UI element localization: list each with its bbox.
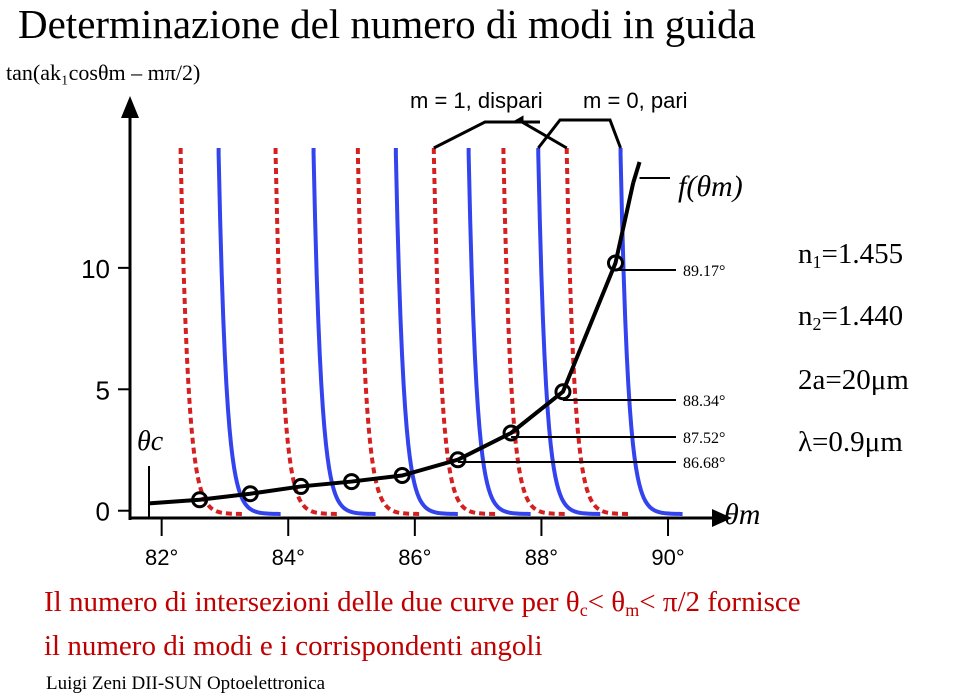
legend-even-label: m = 0, pari xyxy=(583,88,688,113)
legend-odd-label: m = 1, dispari xyxy=(410,88,543,113)
x-tick-label: 86° xyxy=(398,545,432,570)
even-mode-curve-0 xyxy=(219,148,281,514)
angle-label: 86.68° xyxy=(683,455,726,472)
x-tick-label: 88° xyxy=(524,545,559,570)
angle-label: 88.34° xyxy=(683,393,726,410)
angle-label: 89.17° xyxy=(683,263,726,280)
x-tick-label: 84° xyxy=(271,545,305,570)
param-n1: $n_1=1.455$ xyxy=(798,238,904,272)
caption-line-1: Il numero di intersezioni delle due curve per $\theta_c< \theta_m< \pi/2$ fornisce xyxy=(44,586,801,620)
even-mode-curve-1 xyxy=(314,148,376,514)
f-theta-tail xyxy=(633,162,639,183)
f-theta-label: f(θm) xyxy=(678,170,743,203)
caption xyxy=(44,584,801,664)
param-width: 2a=20μm xyxy=(798,364,909,396)
y-tick-label: 10 xyxy=(81,253,110,284)
page-title: Determinazione del numero di modi in guida xyxy=(18,1,756,47)
y-tick-label: 0 xyxy=(95,496,110,527)
caption-line-2: il numero di modi e i corrispondenti angoli xyxy=(44,630,543,662)
param-n2: $n_2=1.440$ xyxy=(798,300,904,334)
footer: Luigi Zeni DII-SUN Optoelettronica xyxy=(46,673,326,694)
axes xyxy=(81,96,732,570)
x-tick-label: 82° xyxy=(145,545,179,570)
legend-odd-bracket xyxy=(434,118,567,148)
intersection-points xyxy=(193,256,623,507)
y-tick-label: 5 xyxy=(95,375,110,406)
mode-curves xyxy=(181,148,683,514)
theta-c-label: θc xyxy=(136,426,164,457)
x-axis-label: θm xyxy=(724,498,761,531)
angle-label: 87.52° xyxy=(683,430,726,447)
x-tick-label: 90° xyxy=(651,545,685,570)
y-axis-label: tan(ak₁cosθm – mπ/2) xyxy=(6,60,201,85)
odd-mode-curve-4 xyxy=(503,148,565,514)
legend-even-bracket xyxy=(538,120,620,148)
y-axis-arrow xyxy=(121,96,139,118)
even-mode-curve-3 xyxy=(469,148,531,514)
param-wavelength: λ=0.9μm xyxy=(798,426,903,458)
chart-labels xyxy=(6,60,760,531)
odd-mode-curve-5 xyxy=(567,148,629,514)
